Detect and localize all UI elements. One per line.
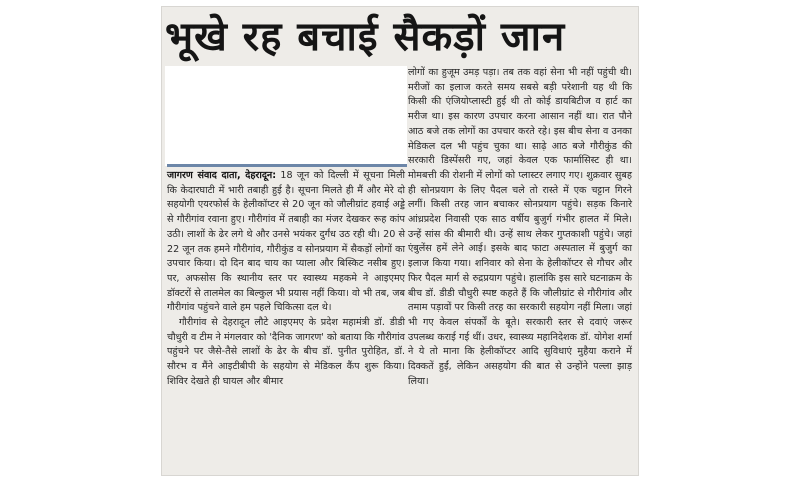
headline: भूखे रह बचाई सैकड़ों जान bbox=[165, 14, 566, 60]
paragraph bbox=[167, 169, 405, 316]
section-rule bbox=[167, 164, 407, 167]
paragraph: गौरीगांव से देहरादून लौटे आइएमए के प्रदेश महामंत्री डॉ. डीडी चौधुरी व टीम ने मंगलवार को 'दैनिक जागरण' को बताया कि गौरीगांव पहुंचने पर जैसे-तैसे लाशों के ढेर के बीच डॉ. पुनीत पुरोहित, डॉ. सौरभ व मैंने आइटीबीपी के सहयोग से मेडिकल कैंप शुरू किया। शिविर देखते ही घायल और बीमार bbox=[167, 317, 405, 387]
paragraph: लोगों का हुजूम उमड़ पड़ा। तब तक वहां सेना भी नहीं पहुंची थी। मरीजों का इलाज करते समय सबसे बड़ी परेशानी यह थी कि किसी की एंजियोप्लास्टी हुई थी तो कोई डायबिटीज व हार्ट का मरीज था। इस कारण उपचार करना आसान नहीं था। रात पौने आठ बजे तक लोगों का उपचार करते रहे। इस बीच सेना व उनका मेडिकल दल भी पहुंच चुका था। साढ़े आठ बजे गौरीकुंड की सरकारी डिस्पेंसरी गए, जहां केवल एक फार्मासिस्ट ही था। मोमबत्ती की रोशनी में लोगों को प्लास्टर लगाए गए। शुक्रवार सुबह ही सोनप्रयाग के लिए पैदल चले तो रास्ते में एक चट्टान गिरने लगीं। किसी तरह जान बचाकर सोनप्रयाग पहुंचे। सड़क किनारे आंध्रप्रदेश निवासी एक साठ वर्षीय बुजुर्ग गंभीर हालत में मिले। उन्हें सांस की बीमारी थी। उन्हें साथ लेकर गुप्तकाशी पहुंचे। जहां एंबुलेंस हमें लेने आई। इसके बाद फाटा अस्पताल में बुजुर्ग का इलाज किया गया। शनिवार को सेना के हेलीकॉप्टर से गौचर और फिर पैदल मार्ग से रुद्रप्रयाग पहुंचे। हालांकि इस सारे घटनाक्रम के बीच डॉ. डीडी चौधुरी स्पष्ट कहते हैं कि जौलीग्रांट से गौरीगांव और तमाम पड़ावों पर किसी तरह का सरकारी सहयोग नहीं मिला। जहां भी गए केवल संपर्कों के बूते। सरकारी स्तर से दवाएं जरूर उपलब्ध कराई गई थीं। उधर, स्वास्थ्य महानिदेशक डॉ. योगेश शर्मा ने ये तो माना कि हेलीकॉप्टर आदि सुविधाएं मुहैया कराने में दिक्कतें हुईं, लेकिन असहयोग की बात से उन्होंने पल्ला झाड़ लिया। bbox=[408, 67, 632, 387]
newspaper-clipping bbox=[161, 6, 639, 476]
article-column-left bbox=[167, 169, 405, 390]
article-column-right bbox=[408, 66, 632, 389]
byline: जागरण संवाद दाता, देहरादून: bbox=[167, 170, 277, 181]
paragraph-text: 18 जून को दिल्ली में सूचना मिली कि केदारघाटी में भारी तबाही हुई है। सूचना मिलते ही मैं और मेरे दो सहयोगी एयरफोर्स के हेलीकॉप्टर से 20 जून को जौलीग्रांट हवाई अड्डे से गौरीगांव रवाना हुए। गौरीगांव में तबाही का मंजर देखकर रूह कांप उठी। लाशों के ढेर लगे थे और उनसे भयंकर दुर्गंध उठ रही थी। 20 से 22 जून तक हमने गौरीगांव, गौरीकुंड व सोनप्रयाग में सैकड़ों लोगों का उपचार किया। दो दिन बाद चाय का प्याला और बिस्किट नसीब हुए। पर, अफसोस कि स्थानीय स्तर पर स्वास्थ्य महकमे ने आइएमए डॉक्टरों से तालमेल का बिल्कुल भी प्रयास नहीं किया। वो भी तब, जब गौरीगांव पहुंचने वाले हम पहले चिकित्सा दल थे। bbox=[167, 170, 405, 314]
photo-placeholder bbox=[165, 66, 407, 166]
